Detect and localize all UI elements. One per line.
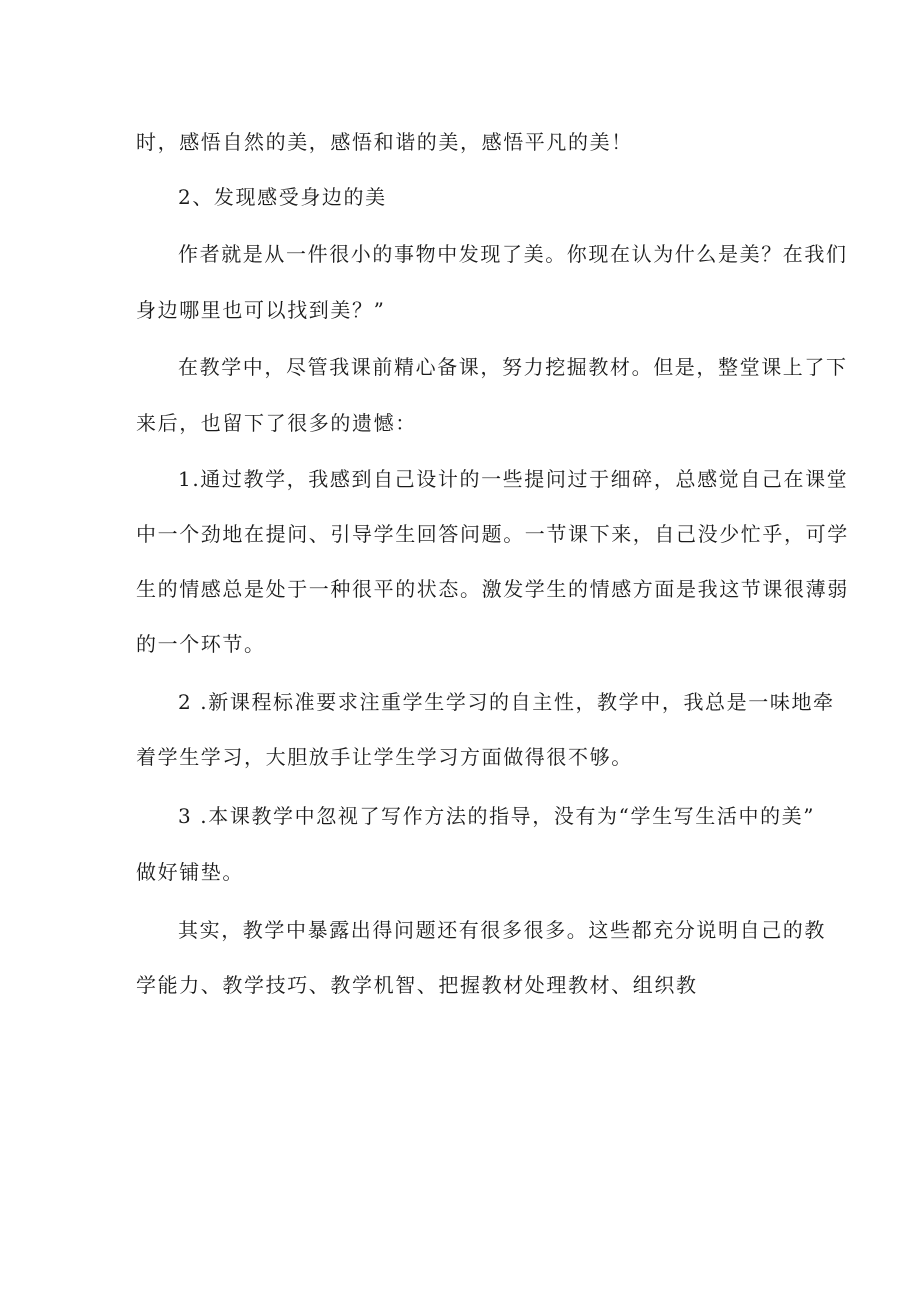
text-line-14: 做好铺垫。	[136, 860, 244, 884]
text-line-1: 时，感悟自然的美，感悟和谐的美，感悟平凡的美！	[136, 130, 633, 154]
text-line-11: 2 .新课程标准要求注重学生学习的自主性，教学中，我总是一味地牵	[178, 690, 835, 714]
text-line-2: 2、发现感受身边的美	[178, 185, 387, 209]
text-line-3: 作者就是从一件很小的事物中发现了美。你现在认为什么是美？在我们	[178, 242, 848, 266]
text-line-12: 着学生学习，大胆放手让学生学习方面做得很不够。	[136, 745, 633, 769]
text-line-13: 3 .本课教学中忽视了写作方法的指导，没有为“学生写生活中的美”	[178, 804, 816, 828]
text-line-9: 生的情感总是处于一种很平的状态。激发学生的情感方面是我这节课很薄弱	[136, 577, 849, 601]
text-line-15: 其实，教学中暴露出得问题还有很多很多。这些都充分说明自己的教	[178, 918, 826, 942]
text-line-10: 的一个环节。	[136, 632, 266, 656]
text-line-7: 1.通过教学，我感到自己设计的一些提问过于细碎，总感觉自己在课堂	[178, 467, 849, 491]
text-line-6: 来后，也留下了很多的遗憾：	[136, 411, 417, 435]
text-line-16: 学能力、教学技巧、教学机智、把握教材处理教材、组织教	[136, 973, 698, 997]
text-line-4: 身边哪里也可以找到美？”	[136, 298, 386, 322]
text-line-5: 在教学中，尽管我课前精心备课，努力挖掘教材。但是，整堂课上了下	[178, 355, 848, 379]
text-line-8: 中一个劲地在提问、引导学生回答问题。一节课下来，自己没少忙乎，可学	[136, 522, 849, 546]
